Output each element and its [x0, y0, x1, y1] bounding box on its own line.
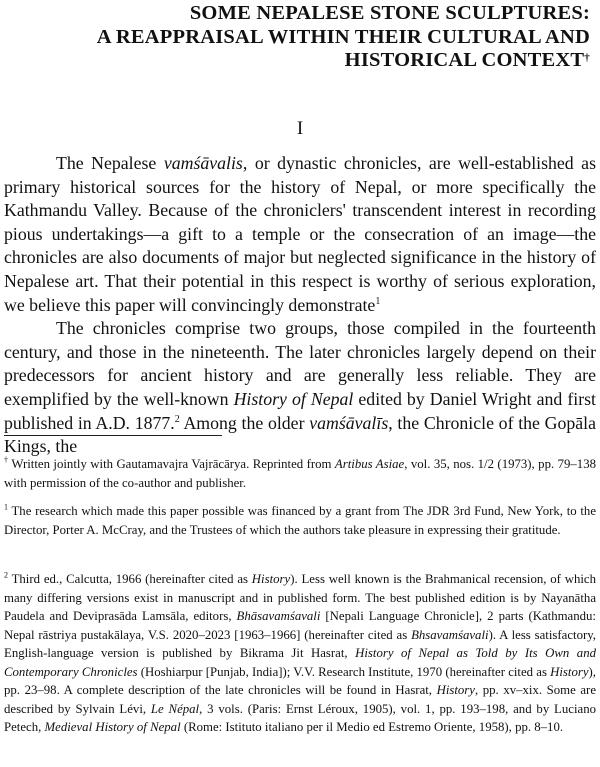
fn2-t5: (Hoshiarpur [Punjab, India]); V.V. Research Institute, 1970 (hereinafter cited as: [137, 664, 551, 679]
title-line-3: [30, 49, 590, 73]
footnote-ref-1[interactable]: 1: [375, 295, 381, 307]
title-line-3-text: HISTORICAL CONTEXT: [344, 49, 585, 71]
p2-text-c: Among the older: [179, 412, 310, 433]
p2-text-a: The chronicles comprise two groups, those compiled in the fourteenth century, and those in the nineteenth. The later chronicles largely depend on their predecessors for ancient history and are generally less reliable. They are exemplified by the well-known: [4, 318, 596, 409]
fn2-t6: ), pp. 23–98. A complete description of the late chronicles will be found in Hasrat,: [4, 664, 596, 697]
p2-text-d: , the Chronicle of the Gopāla Kings, the: [4, 412, 596, 457]
title-dagger-mark: †: [584, 52, 590, 64]
p2-italic-title: History of Nepal: [233, 388, 354, 409]
fn2-t2: ). Less well known is the Brahmanical recension, of which many differing versions exist in manuscript and in published form. The best published edition is by Nayanātha Paudela and Deviprasāda Lamsāla, editors,: [4, 572, 596, 623]
body-text: [4, 152, 596, 459]
footnote-divider: [4, 435, 222, 436]
p2-text-b: edited by Daniel Wright and first published in A.D. 1877.: [4, 388, 596, 433]
fn2-t9: (Rome: Istituto italiano per il Medio ed Estremo Oriente, 1958), pp. 8–10.: [180, 720, 564, 734]
footnote-2: [4, 570, 596, 737]
fn-dagger-text-a: Written jointly with Gautamavajra Vajrācārya. Reprinted from: [8, 457, 335, 471]
title-line-1: SOME NEPALESE STONE SCULPTURES:: [189, 2, 590, 24]
fn2-t8: , 3 vols. (Paris: Ernst Léroux, 1905), vol. 1, pp. 193–198, and by Luciano Petech,: [4, 701, 596, 734]
fn2-t3: [Nepali Language Chronicle], 2 parts (Kathmandu: Nepal rāstriya pustakālaya, V.S. 2020–2023 [1963–1966] (hereinafter cited as: [4, 609, 596, 642]
section-number: I: [296, 118, 304, 139]
fn-dagger-journal: Artibus Asiae: [334, 457, 405, 471]
article-title: [30, 2, 590, 73]
fn-dagger-text-b: , vol. 35, nos. 1/2 (1973), pp. 79–138 with permission of the co-author and publisher.: [4, 457, 596, 490]
paragraph-1: [4, 152, 596, 317]
footnote-dagger-mark: †: [4, 455, 9, 465]
footnote-2-mark: 2: [4, 570, 8, 580]
p1-text-b: , or dynastic chronicles, are well-established as primary historical sources for the history of Nepal, or more specifically the Kathmandu Valley. Because of the chroniclers' transcendent interest in recording pious undertakings—a gift to a temple or the consecration of an image—the chronicles are also documents of major but neglected significance in the history of Nepalese art. That their potential in this respect is worthy of serious exploration, we believe this paper will convincingly demonstrate: [4, 153, 596, 315]
p1-text-a: The Nepalese: [56, 153, 164, 173]
fn2-i3: Bhsavamśavali: [411, 627, 489, 642]
p2-italic-term: vamśāvalīs: [309, 412, 389, 433]
paragraph-2: [4, 317, 596, 459]
footnote-dagger: [4, 455, 596, 492]
fn2-i4: History of Nepal as Told by Its Own and Contemporary Chronicles: [4, 646, 596, 679]
fn2-t4: ). A less satisfactory, English-language version is published by Bikrama Jit Hasrat,: [4, 627, 596, 660]
fn2-t1: Third ed., Calcutta, 1966 (hereinafter cited as: [8, 572, 252, 586]
fn2-i5: History: [550, 664, 589, 679]
title-line-2: A REAPPRAISAL WITHIN THEIR CULTURAL AND: [96, 25, 590, 48]
fn2-i6: History: [436, 683, 475, 697]
fn2-i7: Le Népal: [150, 701, 200, 716]
fn2-i1: History: [251, 572, 291, 586]
fn2-i2: Bhāsavamśavali: [236, 609, 321, 623]
footnote-ref-2[interactable]: 2: [174, 413, 180, 425]
fn1-text: The research which made this paper possible was financed by a grant from The JDR 3rd Fund, New York, to the Director, Porter A. McCray, and the Trustees of which the authors take pleasure in expressing their gratitude.: [4, 504, 596, 537]
footnote-1: [4, 502, 596, 539]
fn2-i8: Medieval History of Nepal: [44, 720, 181, 734]
fn2-t7: , pp. xv–xix. Some are described by Sylvain Lévi,: [4, 683, 596, 716]
p1-italic-term: vamśāvalis: [163, 153, 243, 173]
footnote-1-mark: 1: [4, 502, 8, 512]
